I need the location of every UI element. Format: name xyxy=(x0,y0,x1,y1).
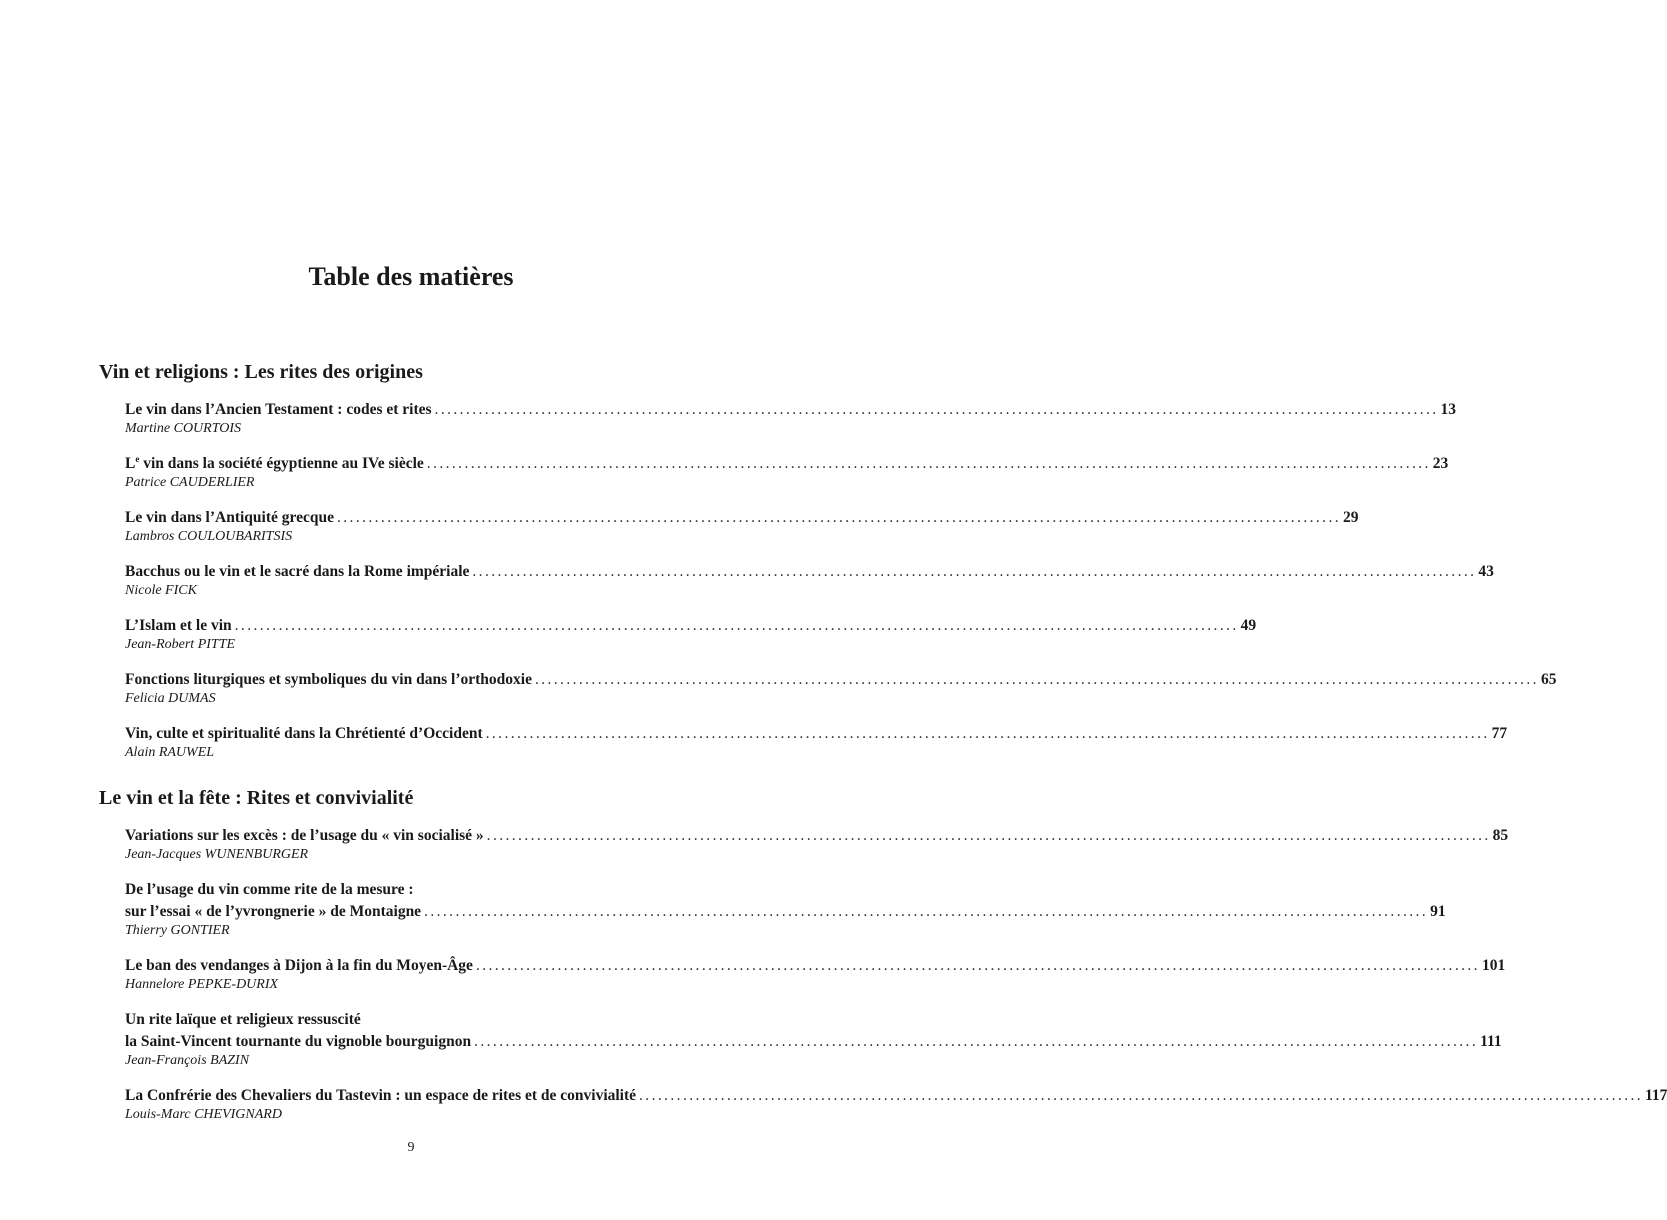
toc-entry xyxy=(125,1085,1667,1124)
entry-page-number: 49 xyxy=(1240,617,1257,634)
page-number: 9 xyxy=(407,1140,415,1155)
entry-author: Jean-François BAZIN xyxy=(125,1053,250,1068)
entry-title-row xyxy=(125,901,1446,923)
entry-title: Variations sur les excès : de l’usage du « vin socialisé » xyxy=(125,827,484,844)
entry-title-row xyxy=(125,507,1359,529)
entry-page-number: 29 xyxy=(1343,509,1359,526)
entry-author: Nicole FICK xyxy=(125,583,197,598)
dot-leader: ................................................................................................................................................................ xyxy=(485,725,1490,742)
toc-entry xyxy=(125,507,1359,546)
entry-title-row xyxy=(125,825,1509,847)
dot-leader: ................................................................................................................................................................ xyxy=(639,1087,1644,1104)
dot-leader: ................................................................................................................................................................ xyxy=(434,401,1439,418)
toc-entry xyxy=(125,399,1457,438)
section-2 xyxy=(99,785,1667,1139)
page-title: Table des matières xyxy=(308,262,514,291)
entry-author: Alain RAUWEL xyxy=(125,745,215,760)
entry-title: Bacchus ou le vin et le sacré dans la Rome impériale xyxy=(125,563,470,580)
toc-entry xyxy=(125,561,1494,600)
entry-title-row xyxy=(125,399,1457,421)
dot-leader: ................................................................................................................................................................ xyxy=(474,1033,1479,1050)
entry-title-row xyxy=(125,955,1506,977)
entry-title-row xyxy=(125,615,1257,637)
section-heading: Vin et religions : Les rites des origines xyxy=(99,361,423,383)
entry-author: Patrice CAUDERLIER xyxy=(125,475,255,490)
entry-title: L’Islam et le vin xyxy=(125,617,232,634)
ordinal-superscript: e xyxy=(135,454,140,464)
entry-page-number: 111 xyxy=(1480,1033,1502,1050)
toc-entry xyxy=(125,825,1509,864)
toc-entry xyxy=(125,879,1446,940)
entry-author: Martine COURTOIS xyxy=(125,421,242,436)
entry-author: Felicia DUMAS xyxy=(125,691,216,706)
dot-leader: ................................................................................................................................................................ xyxy=(475,957,1480,974)
entry-title-line: De l’usage du vin comme rite de la mesure : xyxy=(125,881,414,898)
dot-leader: ................................................................................................................................................................ xyxy=(426,455,1431,472)
dot-leader: ................................................................................................................................................................ xyxy=(472,563,1477,580)
toc-entry xyxy=(125,669,1557,708)
entry-list xyxy=(99,399,1557,762)
entry-title-row xyxy=(125,723,1508,745)
toc-entry xyxy=(125,1009,1502,1070)
entry-author: Jean-Robert PITTE xyxy=(125,637,236,652)
entry-title: Le vin dans la société égyptienne au IVe siècle xyxy=(125,454,424,472)
entry-page-number: 23 xyxy=(1432,455,1449,472)
entry-author: Thierry GONTIER xyxy=(125,923,230,938)
section-1 xyxy=(99,359,1557,777)
entry-title-row xyxy=(125,453,1449,475)
dot-leader: ................................................................................................................................................................ xyxy=(234,617,1239,634)
entry-title: Le vin dans l’Ancien Testament : codes et rites xyxy=(125,401,432,418)
entry-title: Le vin dans l’Antiquité grecque xyxy=(125,509,334,526)
dot-leader: ................................................................................................................................................................ xyxy=(337,509,1341,526)
entry-page-number: 43 xyxy=(1478,563,1494,580)
entry-page-number: 101 xyxy=(1481,957,1506,974)
entry-author: Jean-Jacques WUNENBURGER xyxy=(125,847,309,862)
entry-page-number: 65 xyxy=(1540,671,1557,688)
entry-title-row xyxy=(125,561,1494,583)
entry-title-line: Un rite laïque et religieux ressuscité xyxy=(125,1011,361,1028)
entry-title-row xyxy=(125,669,1557,691)
entry-title-row xyxy=(125,1031,1502,1053)
entry-list xyxy=(99,825,1667,1124)
dot-leader: ................................................................................................................................................................ xyxy=(424,903,1429,920)
entry-author: Louis-Marc CHEVIGNARD xyxy=(125,1107,282,1122)
entry-title: Le ban des vendanges à Dijon à la fin du Moyen-Âge xyxy=(125,957,473,974)
entry-author: Lambros COULOUBARITSIS xyxy=(125,529,293,544)
dot-leader: ................................................................................................................................................................ xyxy=(534,671,1539,688)
section-heading: Le vin et la fête : Rites et convivialité xyxy=(99,787,414,809)
toc-entry xyxy=(125,723,1508,762)
toc-entry xyxy=(125,615,1257,654)
toc-entry xyxy=(125,955,1506,994)
toc-entry xyxy=(125,453,1449,492)
entry-title: Vin, culte et spiritualité dans la Chrétienté d’Occident xyxy=(125,725,483,742)
entry-page-number: 13 xyxy=(1440,401,1457,418)
entry-title-row xyxy=(125,1085,1667,1107)
entry-title: la Saint-Vincent tournante du vignoble bourguignon xyxy=(125,1033,472,1050)
dot-leader: ................................................................................................................................................................ xyxy=(486,827,1491,844)
entry-page-number: 77 xyxy=(1491,725,1508,742)
entry-page-number: 91 xyxy=(1430,903,1446,920)
entry-page-number: 85 xyxy=(1492,827,1509,844)
entry-page-number: 117 xyxy=(1645,1087,1667,1104)
entry-title: sur l’essai « de l’yvrongnerie » de Montaigne xyxy=(125,903,422,920)
entry-author: Hannelore PEPKE-DURIX xyxy=(125,977,279,992)
entry-title: La Confrérie des Chevaliers du Tastevin : un espace de rites et de convivialité xyxy=(125,1087,637,1104)
entry-title: Fonctions liturgiques et symboliques du vin dans l’orthodoxie xyxy=(125,671,532,688)
